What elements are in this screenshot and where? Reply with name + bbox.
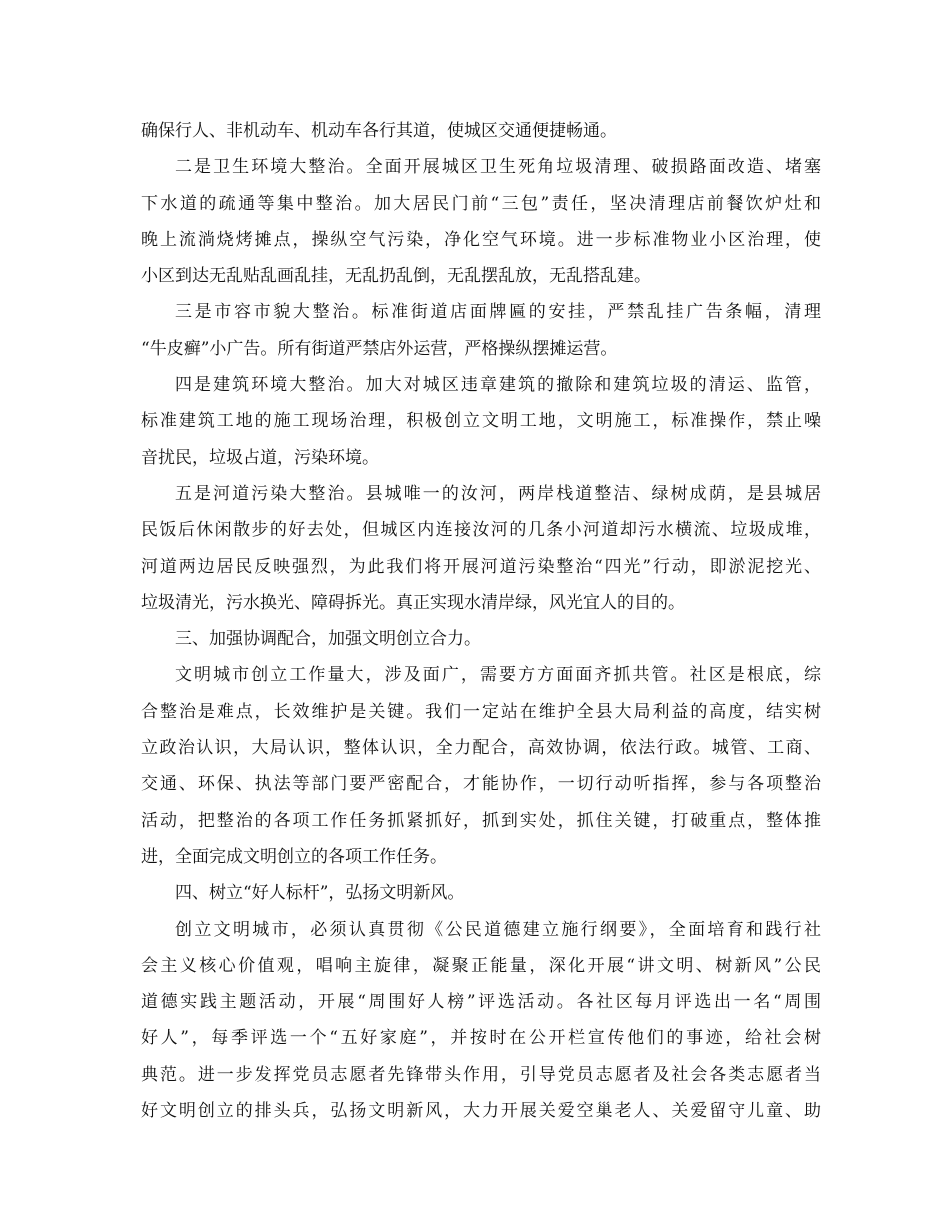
text-line: 好文明创立的排头兵，弘扬文明新风，大力开展关爱空巢老人、关爱留守儿童、助 xyxy=(141,1101,821,1122)
paragraph-river xyxy=(141,476,821,621)
text-line: 小区到达无乱贴乱画乱挂，无乱扔乱倒，无乱摆乱放，无乱搭乱建。 xyxy=(141,266,651,287)
text-line: 活动，把整治的各项工作任务抓紧抓好，抓到实处，抓住关键，打破重点，整体推 xyxy=(141,810,821,831)
section-heading-coordination xyxy=(141,621,821,657)
text-line: 民饭后休闲散步的好去处，但城区内连接汝河的几条小河道却污水横流、垃圾成堆， xyxy=(141,520,821,541)
text-line: 好人”，每季评选一个“五好家庭”，并按时在公开栏宣传他们的事迹，给社会树 xyxy=(141,1028,821,1049)
text-line: 晚上流淌烧烤摊点，操纵空气污染，净化空气环境。进一步标准物业小区治理，使 xyxy=(141,229,821,250)
text-line: 标准建筑工地的施工现场治理，积极创立文明工地，文明施工，标准操作，禁止噪 xyxy=(141,411,821,432)
text-line: 交通、环保、执法等部门要严密配合，才能协作，一切行动听指挥，参与各项整治 xyxy=(141,774,821,795)
paragraph-coordination xyxy=(141,657,821,875)
paragraph-sanitation xyxy=(141,149,821,294)
paragraph-construction xyxy=(141,367,821,476)
section-heading-role-models xyxy=(141,875,821,911)
text-line: 文明城市创立工作量大，涉及面广，需要方方面面齐抓共管。社区是根底，综 xyxy=(175,665,821,686)
text-line: 下水道的疏通等集中整治。加大居民门前“三包”责任，坚决清理店前餐饮炉灶和 xyxy=(141,193,821,214)
paragraph-city-appearance xyxy=(141,294,821,367)
text-line: 确保行人、非机动车、机动车各行其道，使城区交通便捷畅通。 xyxy=(141,121,617,141)
paragraph-role-models xyxy=(141,912,821,1130)
text-line: 合整治是难点，长效维护是关键。我们一定站在维护全县大局利益的高度，结实树 xyxy=(141,701,821,722)
text-line: 河道两边居民反映强烈，为此我们将开展河道污染整治“四光”行动，即淤泥挖光、 xyxy=(141,556,821,577)
document-body xyxy=(141,113,821,1129)
paragraph-traffic-tail xyxy=(141,113,821,149)
text-line: 音扰民，垃圾占道，污染环境。 xyxy=(141,447,379,468)
text-line: 垃圾清光，污水换光、障碍拆光。真正实现水清岸绿，风光宜人的目的。 xyxy=(141,592,685,613)
text-line: “牛皮癣”小广告。所有街道严禁店外运营，严格操纵摆摊运营。 xyxy=(141,338,618,359)
text-line: 二是卫生环境大整治。全面开展城区卫生死角垃圾清理、破损路面改造、堵塞 xyxy=(175,157,821,178)
text-line: 典范。进一步发挥党员志愿者先锋带头作用，引导党员志愿者及社会各类志愿者当 xyxy=(141,1064,821,1085)
text-line: 五是河道污染大整治。县城唯一的汝河，两岸栈道整洁、绿树成荫，是县城居 xyxy=(175,483,821,504)
text-line: 三是市容市貌大整治。标准街道店面牌匾的安挂，严禁乱挂广告条幅，清理 xyxy=(175,302,821,323)
text-line: 进，全面完成文明创立的各项工作任务。 xyxy=(141,846,447,867)
text-line: 立政治认识，大局认识，整体认识，全力配合，高效协调，依法行政。城管、工商、 xyxy=(141,738,821,759)
text-line: 四、树立“好人标杆”，弘扬文明新风。 xyxy=(175,883,465,904)
text-line: 三、加强协调配合，加强文明创立合力。 xyxy=(175,629,481,650)
text-line: 会主义核心价值观，唱响主旋律，凝聚正能量，深化开展“讲文明、树新风”公民 xyxy=(141,955,821,976)
text-line: 创立文明城市，必须认真贯彻《公民道德建立施行纲要》，全面培育和践行社 xyxy=(175,919,821,940)
text-line: 四是建筑环境大整治。加大对城区违章建筑的撤除和建筑垃圾的清运、监管， xyxy=(175,375,821,396)
text-line: 道德实践主题活动，开展“周围好人榜”评选活动。各社区每月评选出一名“周围 xyxy=(141,992,821,1013)
